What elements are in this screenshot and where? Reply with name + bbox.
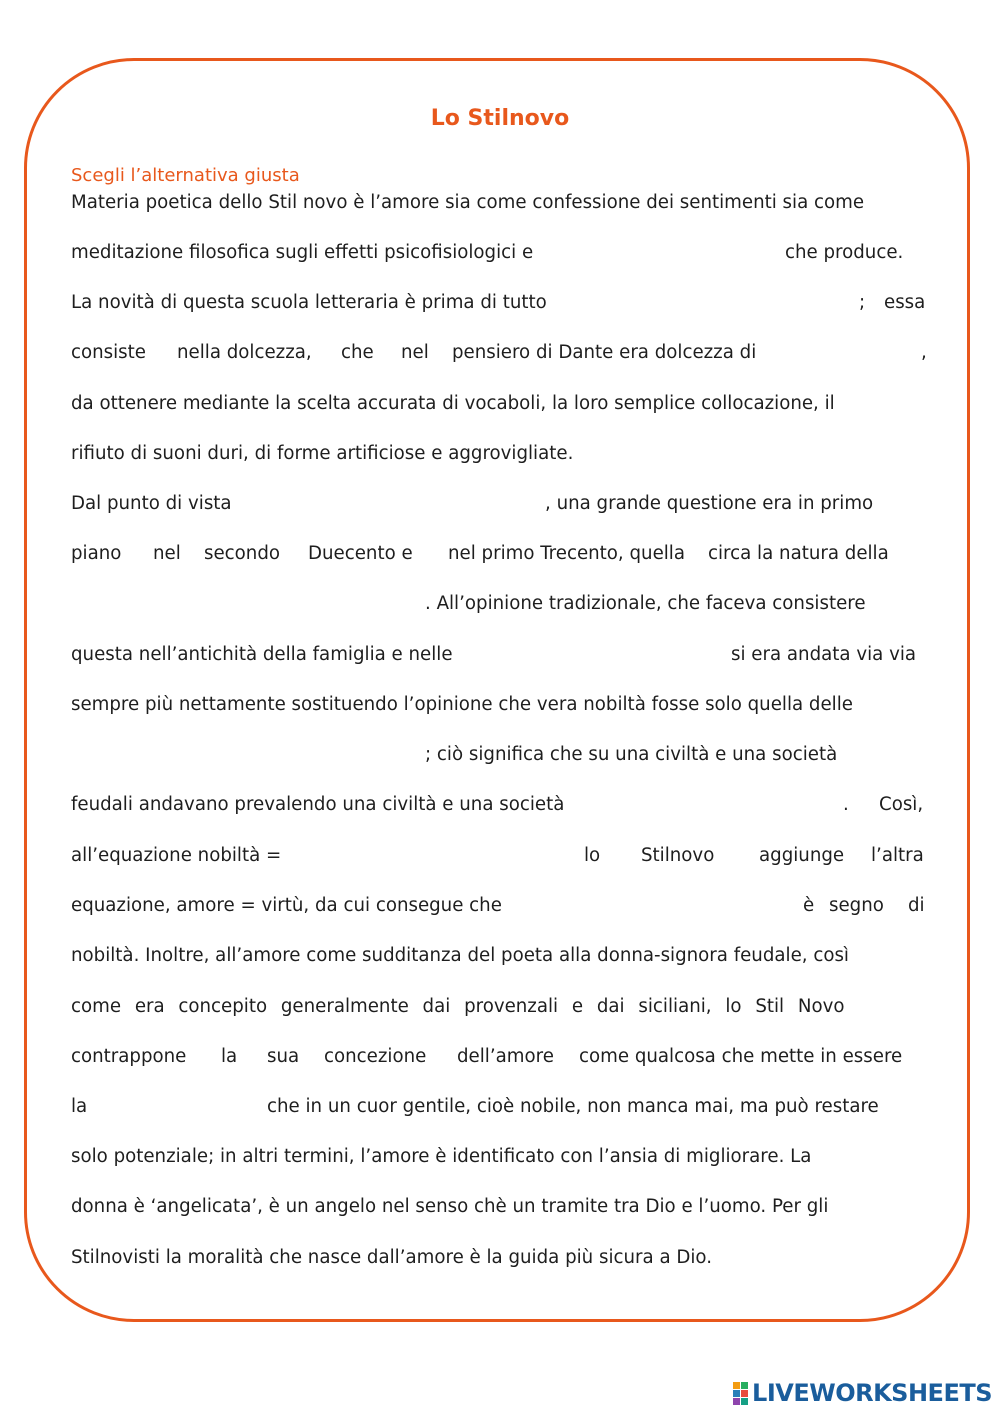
text-segment: secondo: [204, 543, 280, 564]
text-segment: La novità di questa scuola letteraria è prima di tutto: [71, 292, 547, 313]
answer-blank[interactable]: [71, 591, 421, 617]
text-segment: segno: [829, 895, 884, 916]
answer-blank[interactable]: [606, 792, 836, 818]
page-title: Lo Stilnovo: [430, 106, 570, 131]
text-segment: la: [221, 1046, 238, 1067]
text-segment: che produce.: [785, 242, 904, 263]
text-segment: nel: [153, 543, 181, 564]
text-line: [71, 1194, 927, 1220]
logo-mark-icon: [733, 1382, 748, 1405]
text-segment: come era concepito generalmente dai provenzali e dai siciliani, lo Stil Novo: [71, 996, 845, 1017]
text-segment: ; ciò significa che su una civiltà e una società: [425, 744, 838, 765]
text-segment: ,: [921, 342, 927, 363]
logo-square: [733, 1390, 740, 1397]
logo-square: [733, 1382, 740, 1389]
text-line: [71, 943, 927, 969]
text-segment: ;: [859, 292, 866, 313]
text-segment: l’altra: [871, 845, 924, 866]
answer-blank[interactable]: [71, 742, 421, 768]
logo-text: LIVEWORKSHEETS: [752, 1379, 992, 1407]
liveworksheets-logo[interactable]: [733, 1379, 992, 1407]
text-segment: da ottenere mediante la scelta accurata di vocaboli, la loro semplice collocazione, il: [71, 393, 835, 414]
text-line: [71, 692, 927, 718]
answer-blank[interactable]: [783, 340, 913, 366]
text-segment: rifiuto di suoni duri, di forme artificiose e aggrovigliate.: [71, 443, 574, 464]
logo-square: [733, 1398, 740, 1405]
text-segment: all’equazione nobiltà =: [71, 845, 282, 866]
text-segment: aggiunge: [759, 845, 845, 866]
logo-square: [741, 1398, 748, 1405]
text-segment: solo potenziale; in altri termini, l’amore è identificato con l’ansia di migliorare. La: [71, 1146, 812, 1167]
text-line: [71, 1144, 927, 1170]
text-segment: piano: [71, 543, 122, 564]
text-line: [71, 792, 927, 818]
answer-blank[interactable]: [99, 1094, 259, 1120]
text-line: [71, 642, 927, 668]
text-segment: feudali andavano prevalendo una civiltà e una società: [71, 794, 565, 815]
text-line: [71, 340, 927, 366]
text-segment: nobiltà. Inoltre, all’amore come sudditanza del poeta alla donna-signora feudale, così: [71, 945, 849, 966]
text-line: [71, 742, 927, 768]
answer-blank[interactable]: [491, 642, 726, 668]
logo-square: [741, 1382, 748, 1389]
text-line: [71, 240, 927, 266]
text-line: [71, 491, 927, 517]
text-line: [71, 843, 927, 869]
text-line: [71, 893, 927, 919]
text-segment: .: [843, 794, 849, 815]
text-segment: meditazione filosofica sugli effetti psicofisiologici e: [71, 242, 534, 263]
text-line: [71, 441, 927, 467]
text-line: [71, 1044, 927, 1070]
text-segment: questa nell’antichità della famiglia e nelle: [71, 644, 453, 665]
text-line: [71, 391, 927, 417]
text-line: [71, 1245, 927, 1271]
text-segment: nel: [401, 342, 429, 363]
text-segment: si era andata via via: [731, 644, 917, 665]
text-segment: Stilnovo: [641, 845, 715, 866]
text-segment: lo: [584, 845, 601, 866]
text-line: [71, 1094, 927, 1120]
text-segment: equazione, amore = virtù, da cui consegue che: [71, 895, 502, 916]
text-segment: Dal punto di vista: [71, 493, 232, 514]
text-segment: Duecento e: [308, 543, 413, 564]
text-segment: sempre più nettamente sostituendo l’opinione che vera nobiltà fosse solo quella delle: [71, 694, 853, 715]
text-segment: nel primo Trecento, quella: [448, 543, 686, 564]
text-segment: la: [71, 1096, 88, 1117]
text-line: [71, 541, 927, 567]
instruction: Scegli l’alternativa giusta: [71, 165, 300, 186]
text-segment: nella dolcezza,: [177, 342, 312, 363]
text-segment: circa la natura della: [708, 543, 889, 564]
text-segment: contrappone: [71, 1046, 187, 1067]
text-segment: è: [803, 895, 815, 916]
text-line: [71, 190, 927, 216]
text-segment: di: [908, 895, 925, 916]
answer-blank[interactable]: [538, 893, 793, 919]
text-segment: consiste: [71, 342, 146, 363]
text-segment: donna è ‘angelicata’, è un angelo nel senso chè un tramite tra Dio e l’uomo. Per gli: [71, 1196, 829, 1217]
text-segment: . All’opinione tradizionale, che faceva consistere: [425, 593, 866, 614]
logo-square: [741, 1390, 748, 1397]
text-line: [71, 290, 927, 316]
answer-blank[interactable]: [249, 491, 539, 517]
text-segment: Materia poetica dello Stil novo è l’amore sia come confessione dei sentimenti sia come: [71, 192, 865, 213]
answer-blank[interactable]: [591, 290, 856, 316]
text-segment: dell’amore: [457, 1046, 554, 1067]
text-line: [71, 994, 927, 1020]
text-segment: che in un cuor gentile, cioè nobile, non manca mai, ma può restare: [267, 1096, 879, 1117]
text-segment: Stilnovisti la moralità che nasce dall’amore è la guida più sicura a Dio.: [71, 1247, 713, 1268]
text-line: [71, 591, 927, 617]
text-segment: , una grande questione era in primo: [545, 493, 874, 514]
text-segment: concezione: [324, 1046, 427, 1067]
text-segment: come qualcosa che mette in essere: [579, 1046, 903, 1067]
text-segment: pensiero di Dante era dolcezza di: [452, 342, 757, 363]
text-segment: Così,: [879, 794, 924, 815]
answer-blank[interactable]: [299, 843, 579, 869]
text-segment: che: [341, 342, 374, 363]
answer-blank[interactable]: [586, 240, 781, 266]
text-segment: essa: [884, 292, 926, 313]
text-segment: sua: [267, 1046, 300, 1067]
